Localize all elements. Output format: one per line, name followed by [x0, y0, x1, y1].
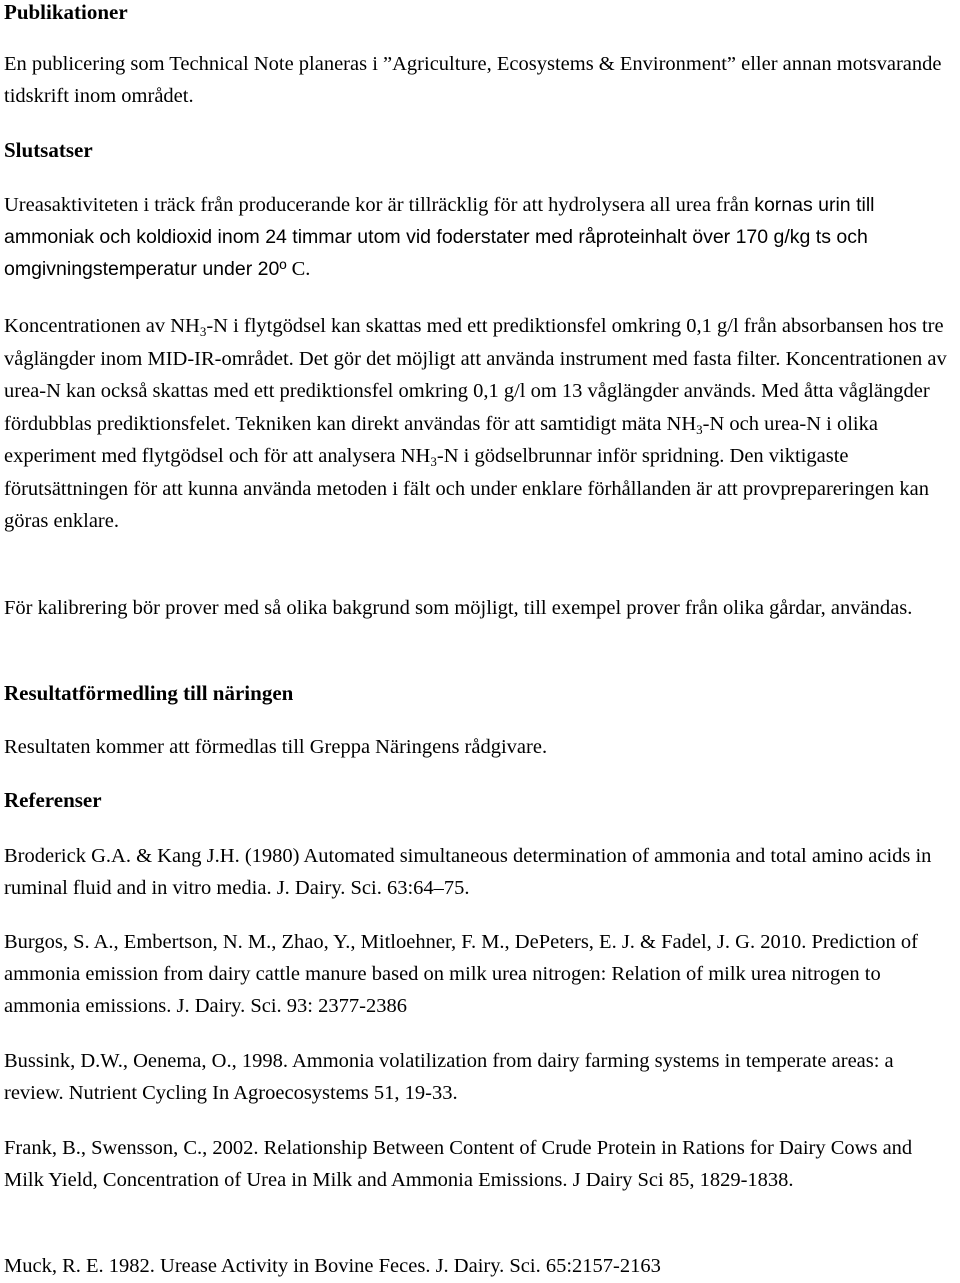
- p2-subscript-2: 3: [696, 421, 703, 437]
- reference-item: Burgos, S. A., Embertson, N. M., Zhao, Y., Mitloehner, F. M., DePeters, E. J. & Fadel, J. G. 2010. Prediction of ammonia emission from dairy cattle manure based on milk urea nitrogen: Relation of milk urea nitrogen to ammonia emissions. J. Dairy. Sci. 93: 2377-2386: [4, 931, 918, 1017]
- p2-text-c: -N och urea-N i olika experiment med flytgödsel och för att analysera NH: [4, 412, 878, 467]
- p2-text-d: -N i gödselbrunnar inför spridning. Den viktigaste förutsättningen för att kunna använda metoden i fält och under enklare förhållanden är att provprepareringen kan göras enklare.: [4, 445, 929, 532]
- p2-text-a: Koncentrationen av NH: [4, 315, 200, 337]
- reference-item: Muck, R. E. 1982. Urease Activity in Bovine Feces. J. Dairy. Sci. 65:2157-2163: [4, 1255, 661, 1277]
- section-heading-resultat: Resultatförmedling till näringen: [4, 681, 294, 705]
- slutsatser-paragraph-2: [4, 310, 954, 538]
- resultat-paragraph: Resultaten kommer att förmedlas till Greppa Näringens rådgivare.: [4, 736, 548, 758]
- section-heading-slutsatser: Slutsatser: [4, 138, 93, 162]
- publikationer-paragraph: En publicering som Technical Note planeras i ”Agriculture, Ecosystems & Environment” eller annan motsvarande tidskrift inom området.: [4, 53, 942, 107]
- slutsatser-p1-sans: kornas urin till ammoniak och koldioxid inom 24 timmar utom vid foderstater med råproteinhalt över 170 g/kg ts och omgivningstemperatur under 20º: [4, 194, 875, 280]
- p2-subscript-1: 3: [199, 324, 207, 339]
- section-heading-referenser: Referenser: [4, 788, 102, 812]
- slutsatser-p1-serif: Ureasaktiviteten i träck från producerande kor är tillräcklig för att hydrolysera all urea från: [4, 194, 750, 216]
- slutsatser-paragraph-1: [4, 189, 954, 285]
- reference-item: Frank, B., Swensson, C., 2002. Relationship Between Content of Crude Protein in Rations for Dairy Cows and Milk Yield, Concentration of Urea in Milk and Ammonia Emissions. J Dairy Sci 85, 1829-1838.: [4, 1137, 913, 1191]
- slutsatser-p1-end: C.: [286, 258, 311, 280]
- p2-subscript-3: 3: [430, 454, 437, 469]
- reference-item: Bussink, D.W., Oenema, O., 1998. Ammonia volatilization from dairy farming systems in temperate areas: a review. Nutrient Cycling In Agroecosystems 51, 19-33.: [4, 1050, 894, 1104]
- slutsatser-paragraph-3: För kalibrering bör prover med så olika bakgrund som möjligt, till exempel prover från olika gårdar, användas.: [4, 597, 913, 619]
- section-heading-publikationer: Publikationer: [4, 0, 128, 24]
- reference-item: Broderick G.A. & Kang J.H. (1980) Automated simultaneous determination of ammonia and total amino acids in ruminal fluid and in vitro media. J. Dairy. Sci. 63:64–75.: [4, 845, 932, 899]
- p2-text-b: -N i flytgödsel kan skattas med ett prediktionsfel omkring 0,1 g/l från absorbansen hos tre våglängder inom MID-IR-området. Det gör det möjligt att använda instrument med fasta filter. Koncentrationen av urea-N kan också skattas med ett prediktionsfel omkring 0,1 g/l om 13 våglängder används. Med åtta våglängder fördubblas prediktionsfelet. Tekniken kan direkt användas för att samtidigt mäta NH: [4, 315, 947, 435]
